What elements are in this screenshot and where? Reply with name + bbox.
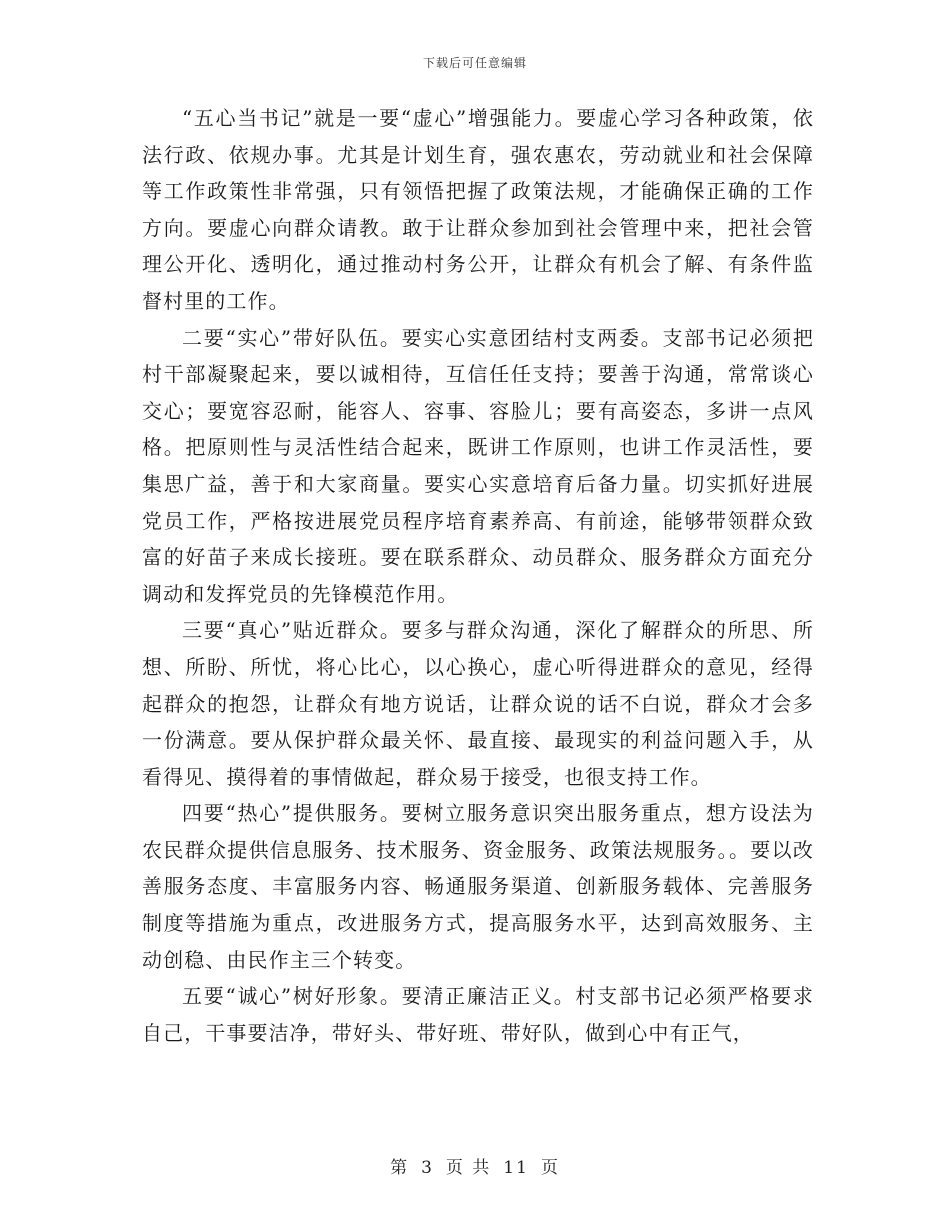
paragraph-4: 四要“热心”提供服务。要树立服务意识突出服务重点，想方设法为农民群众提供信息服务、技术服务、资金服务、政策法规服务。。要以改善服务态度、丰富服务内容、畅通服务渠道、创新服务载体、完善服务制度等措施为重点，改进服务方式，提高服务水平，达到高效服务、主动创稳、由民作主三个转变。 xyxy=(142,801,814,972)
paragraph-1: “五心当书记”就是一要“虚心”增强能力。要虚心学习各种政策，依法行政、依规办事。尤其是计划生育，强农惠农，劳动就业和社会保障等工作政策性非常强，只有领悟把握了政策法规，才能确保正确的工作方向。要虚心向群众请教。敢于让群众参加到社会管理中来，把社会管理公开化、透明化，通过推动村务公开，让群众有机会了解、有条件监督村里的工作。 xyxy=(142,106,814,313)
footer-prefix: 第 xyxy=(390,1158,410,1178)
paragraph-2: 二要“实心”带好队伍。要实心实意团结村支两委。支部书记必须把村干部凝聚起来，要以诚相待，互信任任支持；要善于沟通，常常谈心交心；要宽容忍耐，能容人、容事、容脸儿；要有高姿态，多讲一点风格。把原则性与灵活性结合起来，既讲工作原则，也讲工作灵活性，要集思广益，善于和大家商量。要实心实意培育后备力量。切实抓好进展党员工作，严格按进展党员程序培育素养高、有前途，能够带领群众致富的好苗子来成长接班。要在联系群众、动员群众、服务群众方面充分调动和发挥党员的先锋模范作用。 xyxy=(142,325,814,606)
paragraph-5: 五要“诚心”树好形象。要清正廉洁正义。村支部书记必须严格要求自己，干事要洁净，带好头、带好班、带好队，做到心中有正气， xyxy=(142,984,814,1045)
current-page-number: 3 xyxy=(421,1158,434,1178)
footer-suffix: 页 xyxy=(540,1158,560,1178)
document-body xyxy=(142,100,814,1051)
total-page-count: 11 xyxy=(503,1158,529,1178)
page-footer xyxy=(0,1153,950,1178)
page-header: 下载后可任意编辑 xyxy=(422,56,527,70)
footer-middle: 页 共 xyxy=(445,1158,492,1178)
paragraph-3: 三要“真心”贴近群众。要多与群众沟通，深化了解群众的所思、所想、所盼、所忧，将心比心，以心换心，虚心听得进群众的意见，经得起群众的抱怨，让群众有地方说话，让群众说的话不白说，群众才会多一份满意。要从保护群众最关怀、最直接、最现实的利益问题入手，从看得见、摸得着的事情做起，群众易于接受，也很支持工作。 xyxy=(142,618,814,789)
